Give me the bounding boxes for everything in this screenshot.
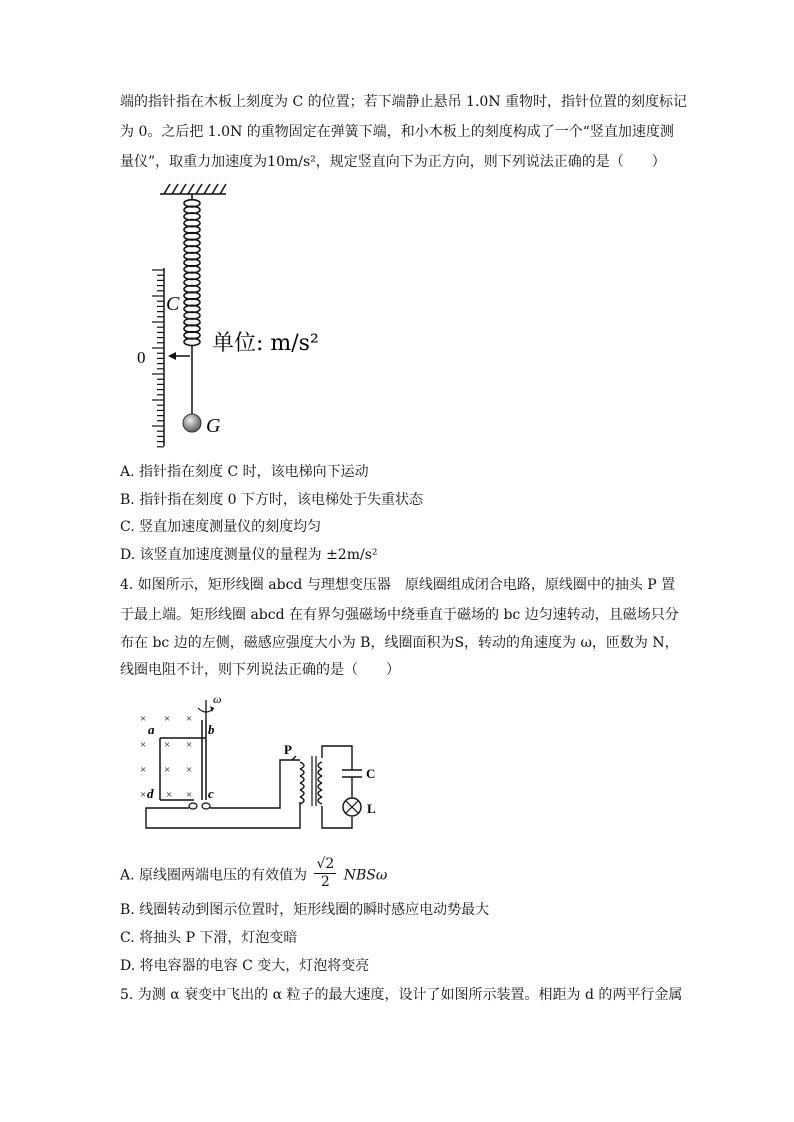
q4-option-c: C. 将抽头 P 下滑，灯泡变暗 (120, 930, 298, 946)
spring-loop (184, 253, 200, 260)
coil-label-a: a (148, 722, 155, 737)
fraction (314, 856, 336, 891)
coil-label-c: c (208, 786, 214, 801)
pointer-arrowhead (168, 352, 176, 360)
field-cross: × (186, 713, 193, 725)
magnetic-field-crosses (140, 713, 192, 801)
spring-loop (184, 286, 200, 293)
spring-loop (184, 246, 200, 253)
fraction-denominator: 2 (320, 874, 330, 890)
spring-loop (184, 226, 200, 233)
coil-loop (300, 769, 304, 776)
coil-loop (300, 797, 304, 804)
spring-loop (184, 206, 200, 213)
field-cross: × (164, 739, 171, 751)
spring-loop (184, 233, 200, 240)
spring-loop (184, 272, 200, 279)
field-cross: × (166, 789, 173, 801)
spring-loop (184, 239, 200, 246)
spring-loop (184, 220, 200, 227)
lamp-label: L (367, 801, 376, 816)
rotation-arrow (198, 708, 214, 712)
weight-ball (183, 414, 201, 432)
coil-loop (318, 783, 322, 790)
q4-text-line-2: 于最上端。矩形线圈 abcd 在有界匀强磁场中绕垂直于磁场的 bc 边匀速转动，且磁场只分 (120, 607, 679, 623)
q4-option-d: D. 将电容器的电容 C 变大，灯泡将变亮 (120, 958, 370, 974)
q4-text-line-1: 4. 如图所示，矩形线圈 abcd 与理想变压器 原线圈组成闭合电路，原线圈中的抽头 P 置 (120, 577, 676, 593)
spring-loop (184, 325, 200, 332)
coil-label-b: b (208, 722, 215, 737)
weight-label-g: G (206, 415, 221, 437)
field-cross: × (186, 739, 193, 751)
spring-loop (184, 200, 200, 207)
unit-label: 单位: m/s² (212, 331, 319, 356)
scale-label-c: C (166, 293, 180, 315)
coil-loop (318, 776, 322, 783)
q3-option-b: B. 指针指在刻度 0 下方时，该电梯处于失重状态 (120, 492, 423, 508)
scale-ticks (152, 270, 164, 447)
q3-text-line-3: 量仪”，取重力加速度为10m/s²，规定竖直向下为正方向，则下列说法正确的是（ ） (120, 154, 666, 170)
spring-loop (184, 266, 200, 273)
primary-coil (300, 762, 304, 804)
circuit-wires (146, 760, 300, 828)
tap-label-p: P (284, 742, 292, 757)
coil-loop (300, 783, 304, 790)
capacitor-label: C (366, 766, 376, 781)
q5-text-line-1: 5. 为测 α 衰变中飞出的 α 粒子的最大速度，设计了如图所示装置。相距为 d 的两平行金属 (120, 987, 683, 1003)
scale-label-zero: 0 (137, 348, 146, 367)
q3-text-line-1: 端的指针指在木板上刻度为 C 的位置；若下端静止悬吊 1.0N 重物时，指针位置的刻度标记 (120, 94, 688, 110)
q3-text-line-2: 为 0。之后把 1.0N 的重物固定在弹簧下端，和小木板上的刻度构成了一个“竖直加速度测 (120, 124, 674, 140)
secondary-coil (318, 762, 322, 804)
coil-loop (318, 769, 322, 776)
spring-loop (184, 305, 200, 312)
coil-loop (300, 776, 304, 783)
coil-loop (300, 790, 304, 797)
lamp (343, 798, 361, 816)
coil-loop (318, 790, 322, 797)
field-cross: × (186, 764, 193, 776)
slip-ring-1 (189, 803, 197, 809)
spring-coil (184, 194, 200, 346)
secondary-circuit (322, 746, 362, 828)
q4-option-a-prefix: A. 原线圈两端电压的有效值为 (120, 867, 308, 884)
spring-loop (184, 299, 200, 306)
coil-loop (300, 762, 304, 769)
field-cross: × (140, 713, 147, 725)
q4-text-line-3: 布在 bc 边的左侧，磁感应强度大小为 B，线圈面积为S，转动的角速度为 ω，匝数为 N， (120, 635, 679, 651)
coil-label-d: d (147, 786, 154, 801)
tap-wire (292, 756, 296, 760)
fraction-numerator: √2 (316, 856, 335, 872)
slip-ring-2 (202, 803, 210, 809)
q4-text-line-4: 线圈电阻不计，则下列说法正确的是（ ） (120, 662, 400, 678)
rectangular-coil (160, 720, 206, 800)
spring-loop (184, 279, 200, 286)
spring-loop (184, 213, 200, 220)
q4-option-a (120, 858, 387, 893)
spring-loop (184, 332, 200, 339)
omega-label: ω (213, 692, 222, 706)
spring-loop (184, 338, 200, 345)
field-cross: × (164, 713, 171, 725)
field-cross: × (164, 764, 171, 776)
field-cross: × (140, 789, 147, 801)
spring-loop (184, 292, 200, 299)
ceiling-hatch (160, 184, 226, 194)
field-cross: × (140, 739, 147, 751)
field-cross: × (186, 789, 193, 801)
spring-loop (184, 312, 200, 319)
q4-option-b: B. 线圈转动到图示位置时，矩形线圈的瞬时感应电动势最大 (120, 902, 490, 918)
q4-option-a-suffix: NBSω (343, 867, 388, 884)
q3-option-d: D. 该竖直加速度测量仪的量程为 ±2m/s² (120, 547, 378, 563)
spring-loop (184, 319, 200, 326)
q3-option-c: C. 竖直加速度测量仪的刻度均匀 (120, 519, 322, 535)
field-cross: × (140, 764, 147, 776)
q3-option-a: A. 指针指在刻度 C 时，该电梯向下运动 (120, 464, 369, 480)
coil-loop (318, 762, 322, 769)
coil-loop (318, 797, 322, 804)
spring-loop (184, 259, 200, 266)
